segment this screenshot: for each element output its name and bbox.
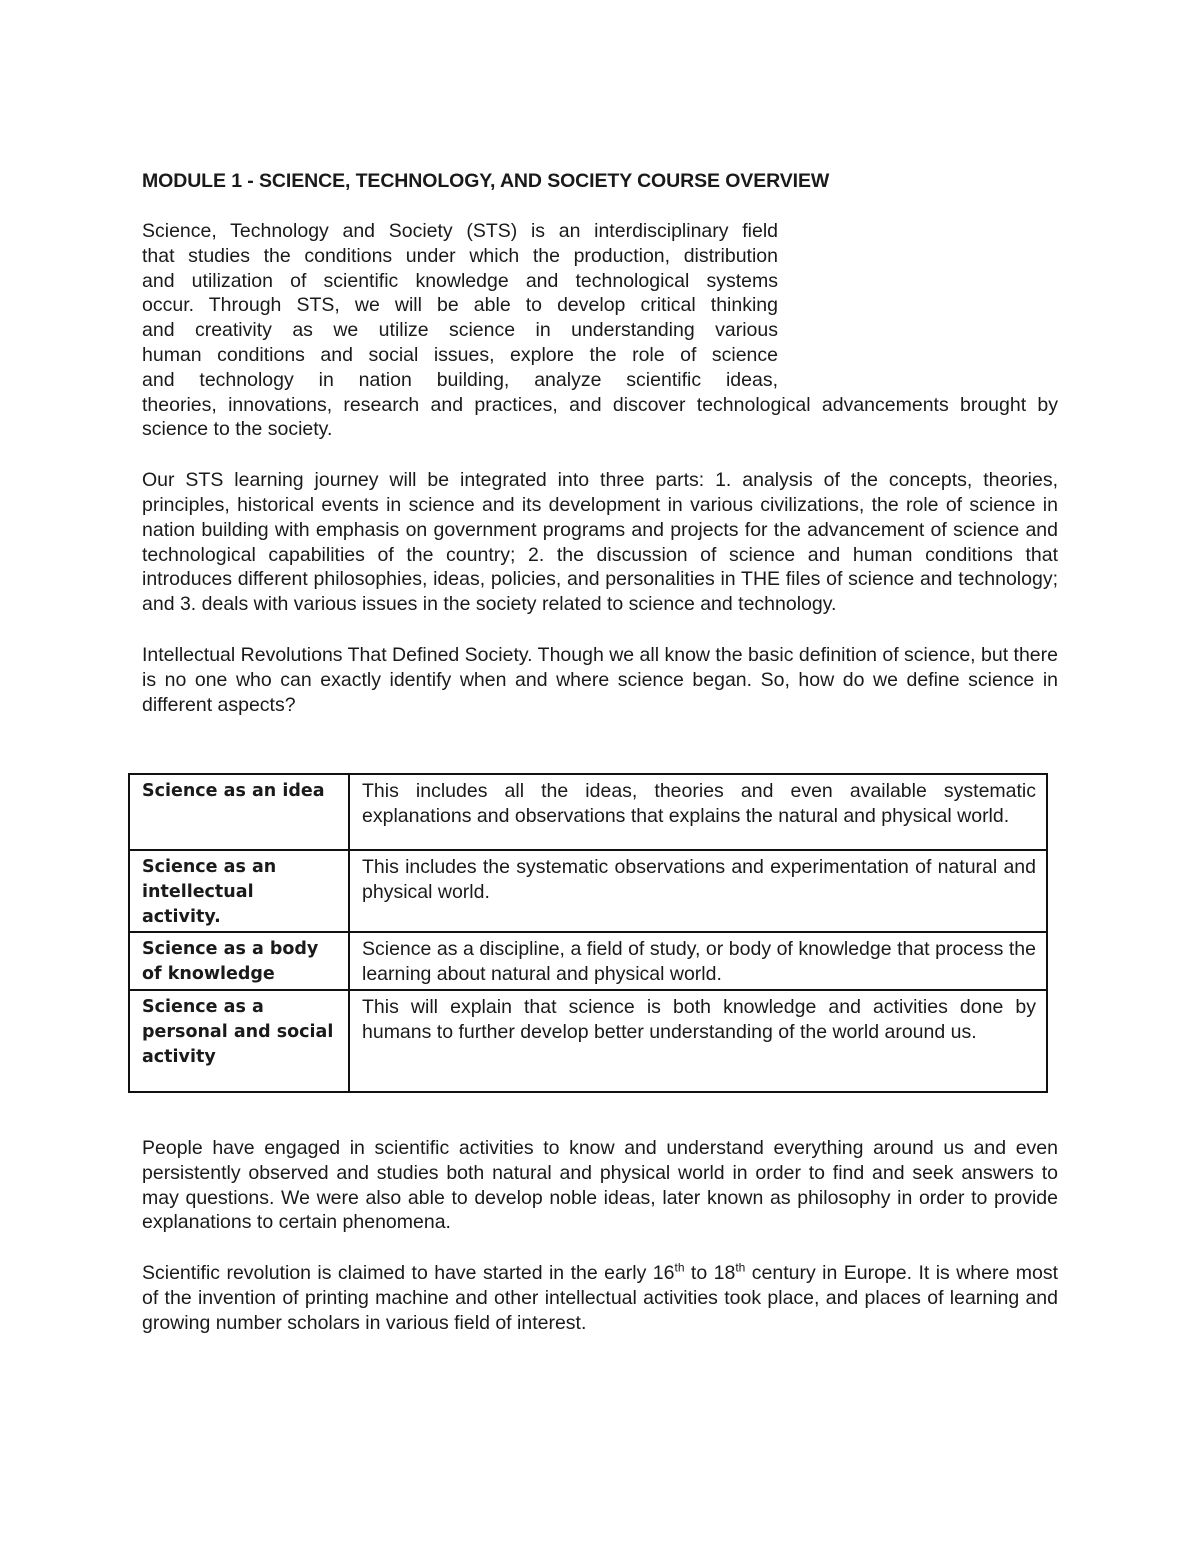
description-cell: This includes the systematic observations and experimentation of natural and physical world. [349, 850, 1047, 932]
ordinal-suffix: th [674, 1260, 685, 1275]
document-body [142, 168, 1058, 743]
learning-journey-paragraph: Our STS learning journey will be integrated into three parts: 1. analysis of the concepts, theories, principles, historical events in science and its development in various civilizations, the role of science in nation building with emphasis on government programs and projects for the advancement of science and technological capabilities of the country; 2. the discussion of science and human conditions that introduces different philosophies, ideas, policies, and personalities in THE files of science and technology; and 3. deals with various issues in the society related to science and technology. [142, 469, 1058, 616]
description-cell: Science as a discipline, a field of study, or body of knowledge that process the learning about natural and physical world. [349, 932, 1047, 990]
module-title: MODULE 1 - SCIENCE, TECHNOLOGY, AND SOCIETY COURSE OVERVIEW [142, 170, 830, 192]
intro-paragraph [142, 219, 1058, 442]
intro-line: that studies the conditions under which the production, distribution [142, 244, 778, 267]
document-body-continued [142, 1136, 1058, 1362]
science-definitions-table [128, 773, 1048, 1093]
intro-line: and creativity as we utilize science in understanding various [142, 319, 778, 342]
table-row [129, 774, 1047, 850]
term-cell: Science as a personal and social activity [129, 990, 349, 1092]
table-row [129, 932, 1047, 990]
intro-line: Science, Technology and Society (STS) is an interdisciplinary field [142, 220, 778, 242]
revolution-text-3: century in Europe. It is where most of the invention of printing machine and other intellectual activities took place, and places of learning and growing number scholars in various field of interest. [142, 1262, 1058, 1334]
intro-line: human conditions and social issues, explore the role of science [142, 343, 778, 366]
scientific-activities-paragraph: People have engaged in scientific activities to know and understand everything around us and even persistently observed and studies both natural and physical world in order to find and seek answers to may questions. We were also able to develop noble ideas, later known as philosophy in order to provide explanations to certain phenomena. [142, 1137, 1058, 1234]
intellectual-revolutions-paragraph: Intellectual Revolutions That Defined Society. Though we all know the basic definition of science, but there is no one who can exactly identify when and where science began. So, how do we define science in different aspects? [142, 643, 1058, 716]
term-cell: Science as an intellectual activity. [129, 850, 349, 932]
term-cell: Science as a body of knowledge [129, 932, 349, 990]
table-row [129, 850, 1047, 932]
intro-line: and utilization of scientific knowledge and technological systems [142, 269, 778, 292]
ordinal-suffix: th [735, 1260, 746, 1275]
revolution-text-1: Scientific revolution is claimed to have started in the early 16 [142, 1262, 675, 1285]
description-cell: This will explain that science is both knowledge and activities done by humans to further develop better understanding of the world around us. [349, 990, 1047, 1092]
term-cell: Science as an idea [129, 774, 349, 850]
intro-line: and technology in nation building, analyze scientific ideas, [142, 368, 778, 391]
table-row [129, 990, 1047, 1092]
description-cell: This includes all the ideas, theories and even available systematic explanations and observations that explains the natural and physical world. [349, 774, 1047, 850]
intro-line: occur. Through STS, we will be able to develop critical thinking [142, 294, 778, 317]
intro-rest: theories, innovations, research and practices, and discover technological advancements brought by science to the society. [142, 393, 1058, 441]
scientific-revolution-paragraph [142, 1261, 1058, 1335]
revolution-text-2: to 18 [684, 1262, 736, 1285]
